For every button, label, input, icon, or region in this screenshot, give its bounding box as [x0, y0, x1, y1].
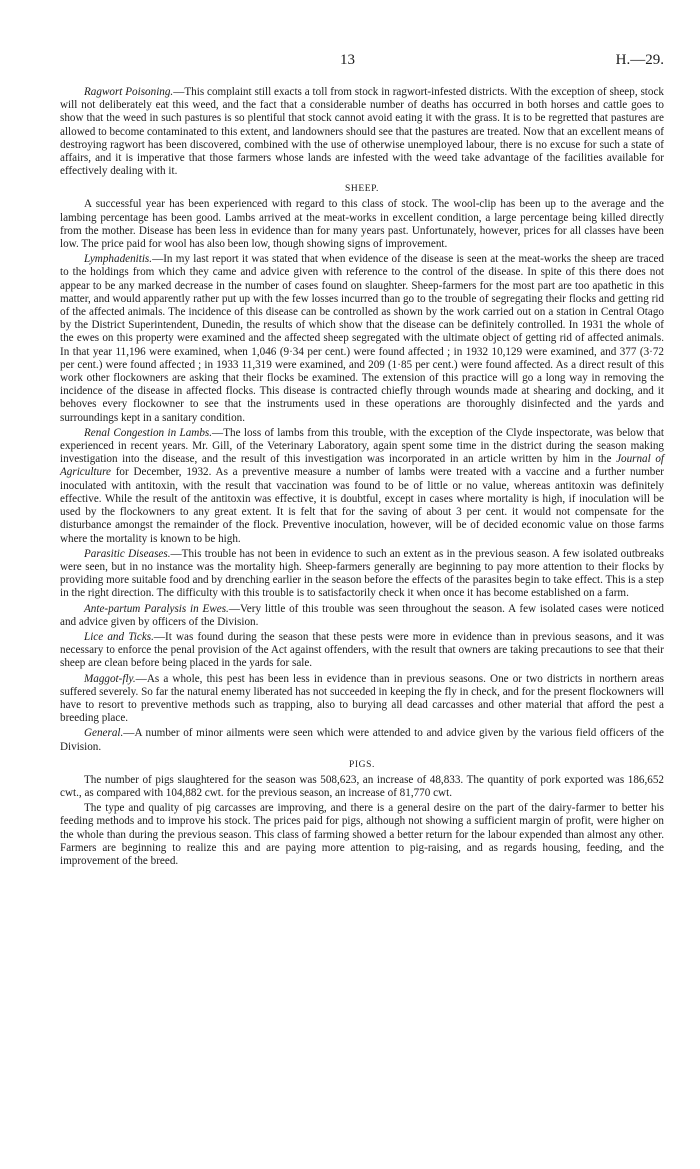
- runin-general: General.: [84, 727, 124, 740]
- text-renal-2: for December, 1932. As a preventive measure a number of lambs were treated with a vaccine and a further number inoculated with antitoxin, with the result that vaccination was found to be of little or no value, whereas antitoxin was definitely effective. While the result of the antitoxin was effective, it is doubtful, except in cases where mortality is high, if inoculation will be used by the flockowners to any great extent. It is felt that for the saving of about 3 per cent. it would not compensate for the disturbance amongst the remainder of the flock. Preventive inoculation, however, will be of decided economic value on those farms where the mortality is known to be high.: [60, 466, 664, 545]
- document-id: H.—29.: [615, 52, 664, 68]
- paragraph-pigs-slaughter: The number of pigs slaughtered for the season was 508,623, an increase of 48,833. The quantity of pork exported was 186,652 cwt., as compared with 104,882 cwt. for the previous season, an increase of 81,770 cwt.: [60, 773, 664, 799]
- text-ante-partum: —Very little of this trouble was seen throughout the season. A few isolated cases were noticed and advice given by officers of the Division.: [60, 602, 664, 628]
- paragraph-ragwort: [60, 86, 664, 178]
- paragraph-pigs-quality: The type and quality of pig carcasses are improving, and there is a general desire on the part of the dairy-farmer to better his feeding methods and to improve his stock. The prices paid for pigs, although not showing a sufficient margin of profit, were higher on the whole than during the previous season. This class of farming showed a better return for the labour expended than almost any other. Farmers are beginning to realize this and are paying more attention to pig-raising, and as regards housing, feeding, and the improvement of the breed.: [60, 802, 664, 867]
- paragraph-lymphadenitis: [60, 253, 664, 425]
- journal-title: Journal of Agriculture: [60, 453, 664, 479]
- section-heading-pigs: PIGS.: [349, 759, 375, 770]
- page-number: 13: [340, 52, 355, 68]
- section-heading-sheep: SHEEP.: [345, 184, 379, 195]
- text-maggot: —As a whole, this pest has been less in evidence than in previous seasons. One or two districts in northern areas suffered severely. So far the natural enemy liberated has not succeeded in keeping the fly in check, and for the present flockowners will have to resort to preventive methods such as trapping, also to burying all dead carcasses and other material that afford the pest a breeding place.: [60, 672, 664, 725]
- runin-ragwort: Ragwort Poisoning.: [84, 86, 174, 98]
- runin-ante-partum: Ante-partum Paralysis in Ewes.: [84, 602, 229, 615]
- paragraph-maggot-fly: [60, 673, 664, 726]
- paragraph-general: [60, 727, 664, 753]
- paragraph-sheep-intro: A successful year has been experienced with regard to this class of stock. The wool-clip has been up to the average and the lambing percentage has been good. Lambs arrived at the meat-works in excellent condition, a large percentage being killed directly from the mother. Disease has been less in evidence than for many years past. Unfortunately, however, prices for all classes have been low. The price paid for wool has also been low, though showing signs of improvement.: [60, 198, 664, 251]
- text-renal-1: —The loss of lambs from this trouble, with the exception of the Clyde inspectorate, was below that experienced in recent years. Mr. Gill, of the Veterinary Laboratory, again spent some time in the district during the season making investigation into the disease, and the result of this investigation was incorporated in an article written by him in the: [60, 426, 664, 466]
- runin-maggot: Maggot-fly.: [84, 672, 136, 685]
- text-ragwort: —This complaint still exacts a toll from stock in ragwort-infested districts. With the exception of sheep, stock will not deliberately eat this weed, and the fact that a considerable number of deaths has occurred in both horses and cattle goes to show that the weed in such pastures is so plentiful that stock cannot avoid eating it with the grass. It is to be regretted that pastures are allowed to become contaminated to this extent, and landowners should see that the pastures are treated. Now that an excellent means of destroying ragwort has been discovered, combined with the use of otherwise unemployed labour, there is no excuse for such a state of affairs, and it is imperative that those farmers whose lands are infested with the weed take advantage of the facilities available for effectively dealing with it.: [60, 86, 664, 178]
- paragraph-lice: [60, 631, 664, 671]
- paragraph-renal-congestion: [60, 427, 664, 546]
- runin-renal: Renal Congestion in Lambs.: [84, 426, 213, 439]
- runin-parasitic: Parasitic Diseases.: [84, 547, 171, 560]
- text-lice: —It was found during the season that these pests were more in evidence than in previous seasons, and it was necessary to enforce the penal provision of the Act against offenders, with the result that owners are taking precautions to see that their sheep are clean before being placed in the yards for sale.: [60, 630, 664, 670]
- text-parasitic: —This trouble has not been in evidence to such an extent as in the previous season. A few isolated outbreaks were seen, but in no instance was the mortality high. Sheep-farmers generally are beginning to pay more attention to their flocks by providing more suitable food and by drenching earlier in the season before the effects of the parasites begin to take effect. This is a step in the right direction. The difficulty with this trouble is to satisfactorily check it when once it has become established on a farm.: [60, 547, 664, 600]
- text-lymphadenitis: —In my last report it was stated that when evidence of the disease is seen at the meat-works the sheep are traced to the holdings from which they came and advice given with reference to the control of the disease. In spite of this there does not appear to be any marked decrease in the number of cases found on slaughter. Sheep-farmers for the most part are too apathetic in this matter, and would apparently rather put up with the few losses incurred than go to the trouble of segregating their flocks and getting rid of the affected animals. The incidence of this disease can be controlled as shown by the work carried out on a station in Central Otago by the District Superintendent, Dunedin, the results of which show that the disease can be definitely controlled. In 1931 the whole of the ewes on this property were examined and the affected sheep segregated with the ultimate object of getting rid of affected animals. In that year 11,196 were examined, when 1,046 (9·34 per cent.) were found affected ; in 1932 10,129 were examined, and 377 (3·72 per cent.) were found affected ; in 1933 11,319 were examined, and 209 (1·85 per cent.) were found affected. As a direct result of this work other flockowners are asking that their flocks be examined. The extension of this practice will go a long way in removing the incidence of the disease in affected flocks. This disease is contracted chiefly through wounds made at shearing and docking, and it behoves every flockowner to see that the instruments used in these operations are thoroughly disinfected and the yards and surroundings kept in a sanitary condition.: [60, 253, 664, 424]
- runin-lymphadenitis: Lymphadenitis.: [84, 253, 153, 266]
- paragraph-ante-partum: [60, 603, 664, 629]
- runin-lice: Lice and Ticks.: [84, 630, 154, 643]
- paragraph-parasitic: [60, 548, 664, 601]
- text-general: —A number of minor ailments were seen which were attended to and advice given by the various field officers of the Division.: [60, 727, 664, 753]
- report-body: [60, 86, 664, 870]
